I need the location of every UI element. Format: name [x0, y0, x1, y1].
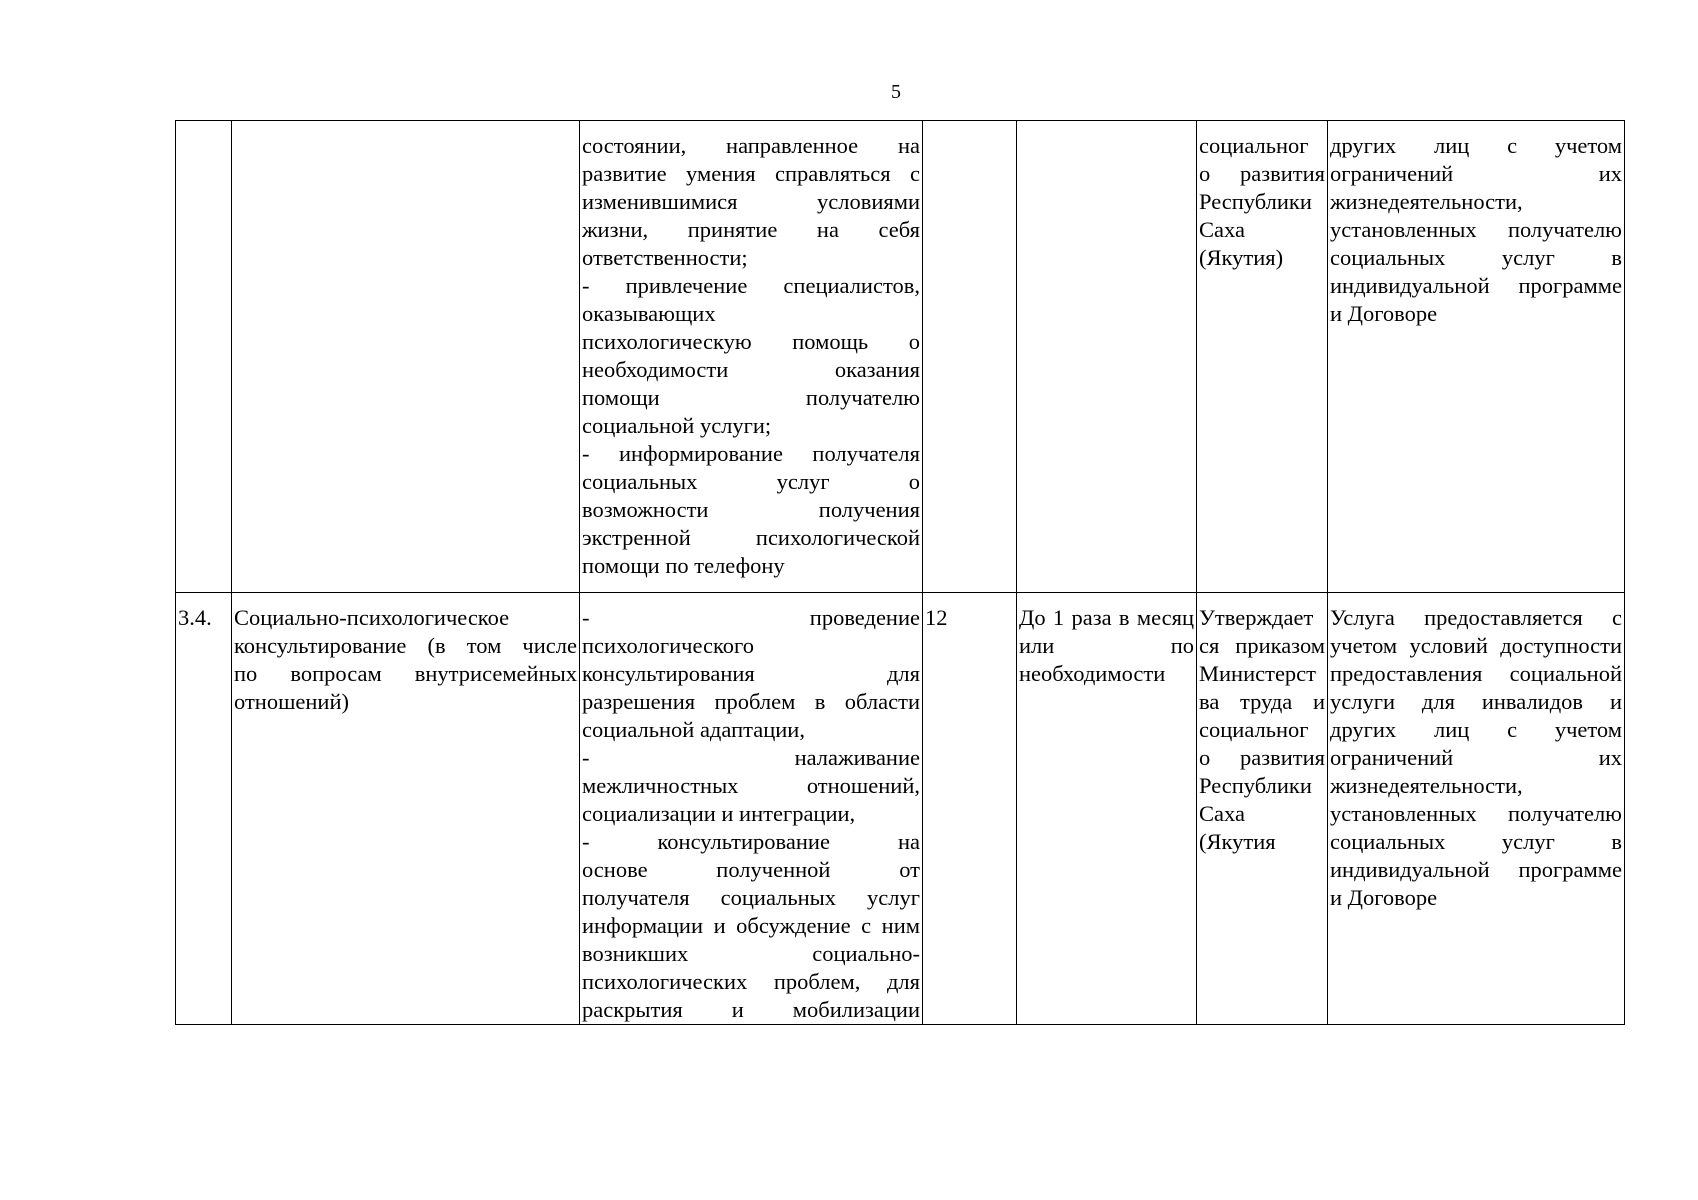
- cell-text-line: Социально-психологическое: [234, 605, 510, 630]
- cell-service-content: [580, 593, 923, 1025]
- cell-text-line: ва труда и: [1199, 689, 1325, 714]
- cell-conditions: [1328, 593, 1625, 1025]
- cell-text-line: развитие умения справляться с: [582, 161, 920, 186]
- cell-text-line: получателя социальных услуг: [582, 885, 920, 910]
- cell-number: [176, 121, 232, 593]
- cell-text-line: психологических проблем, для: [582, 969, 920, 994]
- cell-text-line: разрешения проблем в области: [582, 689, 920, 714]
- cell-text-line: установленных получателю: [1330, 801, 1622, 826]
- cell-text-line: социальных услуг в: [1330, 829, 1622, 854]
- cell-text-line: Саха: [1199, 217, 1245, 242]
- cell-text-line: - привлечение специалистов,: [582, 273, 920, 298]
- cell-text-line: установленных получателю: [1330, 217, 1622, 242]
- cell-text-line: или по: [1019, 633, 1194, 658]
- cell-text-line: необходимости оказания: [582, 357, 920, 382]
- cell-text-line: социализации и интеграции,: [582, 801, 856, 826]
- cell-service-name: [232, 593, 580, 1025]
- cell-period: [1017, 121, 1197, 593]
- cell-text-line: и Договоре: [1330, 301, 1438, 326]
- cell-text-line: жизнедеятельности,: [1330, 773, 1523, 798]
- cell-number: 3.4.: [176, 593, 232, 1025]
- cell-text-line: и Договоре: [1330, 885, 1438, 910]
- cell-text-line: социальног: [1199, 717, 1309, 742]
- cell-text-line: необходимости: [1019, 661, 1166, 686]
- cell-text-line: ся приказом: [1199, 633, 1325, 658]
- page-number: 5: [891, 81, 901, 103]
- cell-service-name: [232, 121, 580, 593]
- cell-text-line: социальных услуг о: [582, 469, 920, 494]
- cell-text-line: консультирования для: [582, 661, 920, 686]
- cell-text-line: социальног: [1199, 133, 1309, 158]
- cell-text-line: жизни, принятие на себя: [582, 217, 920, 242]
- cell-text-line: межличностных отношений,: [582, 773, 920, 798]
- cell-text-line: информации и обсуждение с ним: [582, 913, 920, 938]
- cell-text-line: Министерст: [1199, 661, 1317, 686]
- cell-text-line: возникших социально-: [582, 941, 920, 966]
- cell-text-line: раскрытия и мобилизации: [582, 997, 920, 1022]
- cell-text-line: помощи получателю: [582, 385, 920, 410]
- cell-text-line: социальной услуги;: [582, 413, 772, 438]
- cell-text-line: состоянии, направленное на: [582, 133, 920, 158]
- cell-service-content: [580, 121, 923, 593]
- cell-text-line: социальной адаптации,: [582, 717, 805, 742]
- cell-norm: 12: [923, 593, 1017, 1025]
- cell-text-line: по вопросам внутрисемейных: [234, 661, 577, 686]
- cell-text-line: ограничений их: [1330, 745, 1622, 770]
- cell-text-line: индивидуальной программе: [1330, 857, 1622, 882]
- cell-text-line: оказывающих: [582, 301, 716, 326]
- cell-text-line: психологического: [582, 633, 754, 658]
- cell-text-line: изменившимися условиями: [582, 189, 920, 214]
- cell-text-line: социальных услуг в: [1330, 245, 1622, 270]
- cell-standard: [1197, 121, 1328, 593]
- cell-standard: [1197, 593, 1328, 1025]
- cell-text-line: жизнедеятельности,: [1330, 189, 1523, 214]
- cell-text-line: психологическую помощь о: [582, 329, 920, 354]
- cell-text-line: других лиц с учетом: [1330, 133, 1622, 158]
- cell-text-line: Саха: [1199, 801, 1245, 826]
- cell-text-line: предоставления социальной: [1330, 661, 1622, 686]
- cell-text-line: индивидуальной программе: [1330, 273, 1622, 298]
- cell-text-line: других лиц с учетом: [1330, 717, 1622, 742]
- cell-text-line: Утверждает: [1199, 605, 1314, 630]
- cell-text-line: Республики: [1199, 189, 1312, 214]
- cell-text-line: основе полученной от: [582, 857, 920, 882]
- cell-text-line: - проведение: [582, 605, 920, 630]
- cell-period: [1017, 593, 1197, 1025]
- cell-text-line: учетом условий доступности: [1330, 633, 1622, 658]
- cell-text-line: - консультирование на: [582, 829, 920, 854]
- services-table: [175, 120, 1625, 1025]
- cell-text-line: консультирование (в том числе: [234, 633, 577, 658]
- cell-text-line: - информирование получателя: [582, 441, 920, 466]
- cell-text-line: До 1 раза в месяц: [1019, 605, 1194, 630]
- cell-text-line: о развития: [1199, 161, 1325, 186]
- table-row: [176, 593, 1625, 1025]
- cell-text-line: помощи по телефону: [582, 553, 785, 578]
- cell-text-line: ответственности;: [582, 245, 748, 270]
- cell-conditions: [1328, 121, 1625, 593]
- cell-text-line: Республики: [1199, 773, 1312, 798]
- cell-text-line: возможности получения: [582, 497, 920, 522]
- cell-text-line: ограничений их: [1330, 161, 1622, 186]
- cell-text-line: (Якутия): [1199, 245, 1284, 270]
- cell-text-line: о развития: [1199, 745, 1325, 770]
- cell-text-line: Услуга предоставляется с: [1330, 605, 1622, 630]
- cell-text-line: услуги для инвалидов и: [1330, 689, 1622, 714]
- cell-text-line: (Якутия: [1199, 829, 1276, 854]
- cell-text-line: - налаживание: [582, 745, 920, 770]
- table-row: [176, 121, 1625, 593]
- cell-norm: [923, 121, 1017, 593]
- cell-text-line: экстренной психологической: [582, 525, 920, 550]
- cell-text-line: отношений): [234, 689, 350, 714]
